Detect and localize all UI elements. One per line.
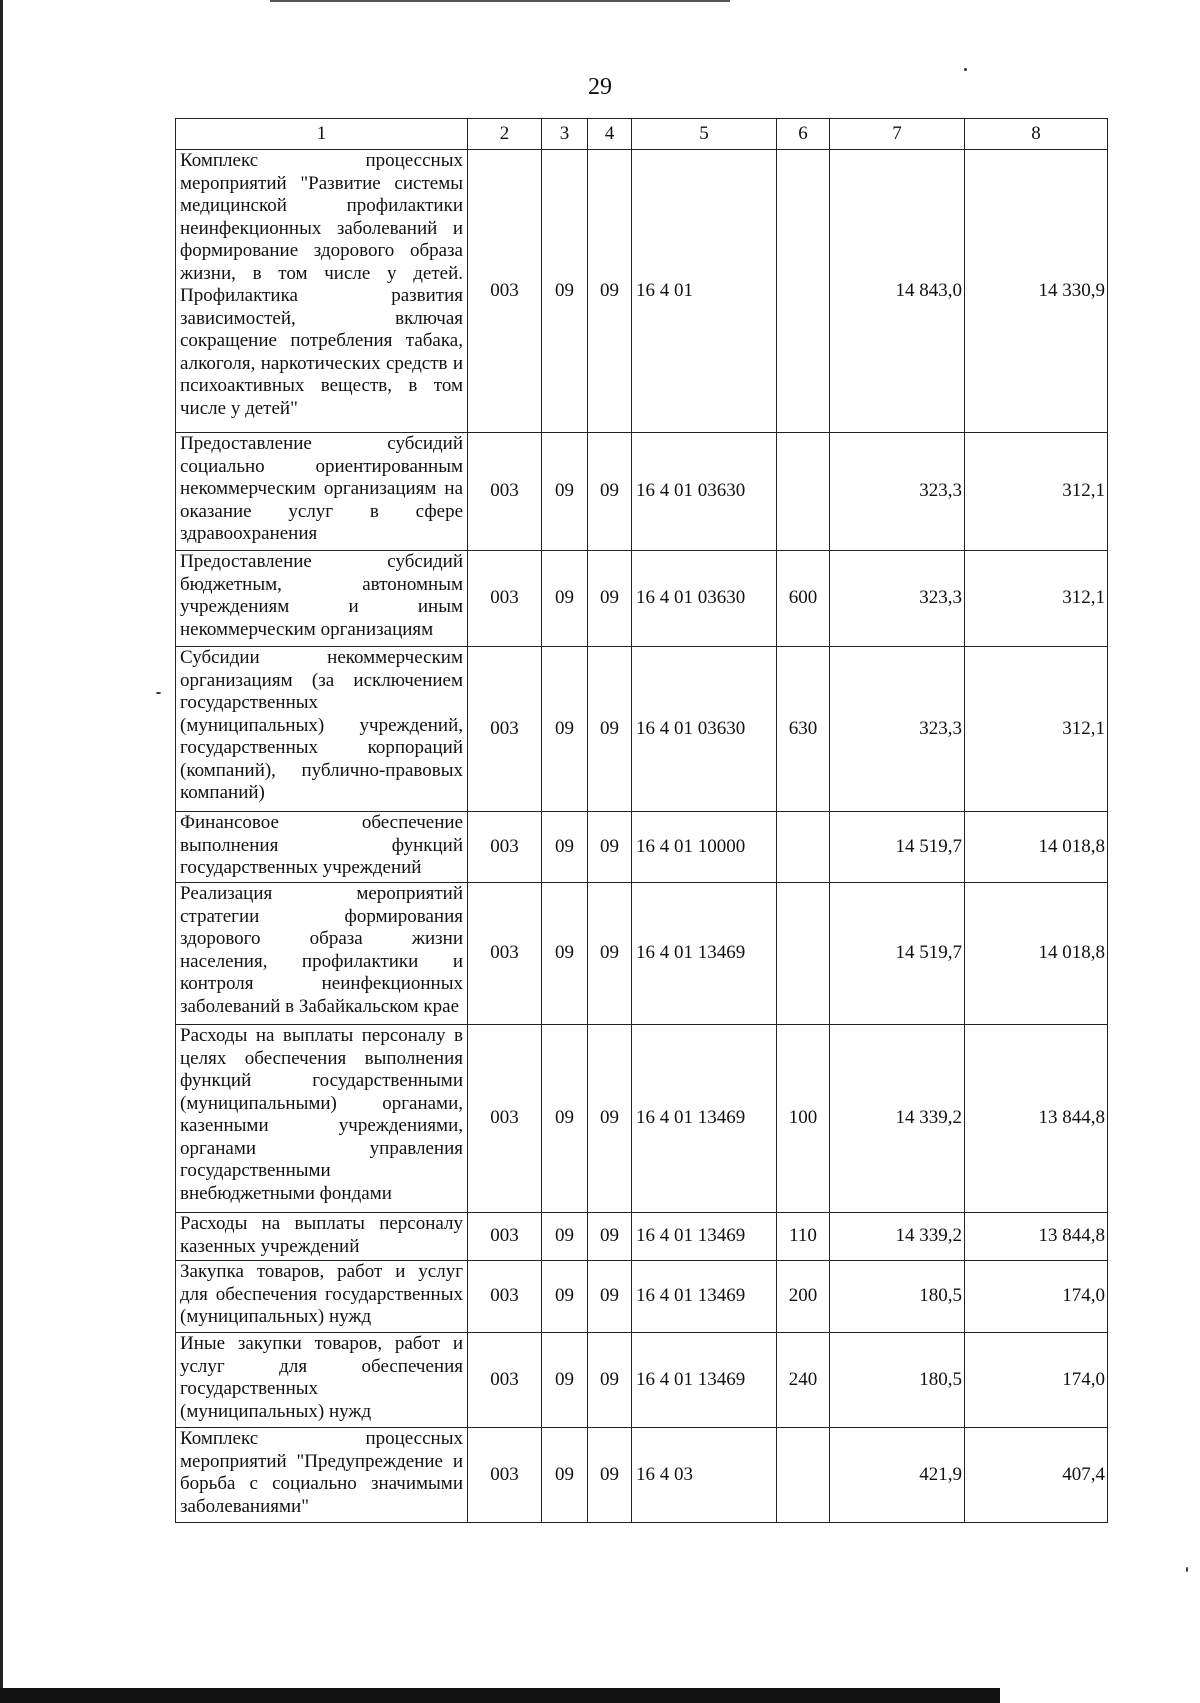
subsection-code: 09 bbox=[588, 1213, 632, 1261]
row-name: Расходы на выплаты персоналу в целях обеспечения выполнения функций государственными (муниципальными) органами, казенными учреждениями, органами управления государственными внебюджетными фондами bbox=[176, 1025, 468, 1213]
section-code: 09 bbox=[542, 1428, 588, 1523]
target-article-code: 16 4 01 13469 bbox=[632, 1261, 777, 1333]
ministry-code: 003 bbox=[468, 647, 542, 812]
target-article-code: 16 4 01 03630 bbox=[632, 551, 777, 647]
ministry-code: 003 bbox=[468, 1428, 542, 1523]
amount-col8: 13 844,8 bbox=[965, 1025, 1108, 1213]
section-code: 09 bbox=[542, 551, 588, 647]
amount-col7: 180,5 bbox=[830, 1333, 965, 1428]
amount-col7: 421,9 bbox=[830, 1428, 965, 1523]
expense-type-code bbox=[777, 812, 830, 883]
table-row bbox=[176, 150, 1108, 433]
target-article-code: 16 4 01 13469 bbox=[632, 1025, 777, 1213]
section-code: 09 bbox=[542, 812, 588, 883]
section-code: 09 bbox=[542, 1213, 588, 1261]
expense-type-code: 600 bbox=[777, 551, 830, 647]
subsection-code: 09 bbox=[588, 1025, 632, 1213]
row-name: Закупка товаров, работ и услуг для обеспечения государственных (муниципальных) нужд bbox=[176, 1261, 468, 1333]
amount-col7: 14 843,0 bbox=[830, 150, 965, 433]
subsection-code: 09 bbox=[588, 1261, 632, 1333]
expense-type-code bbox=[777, 1428, 830, 1523]
amount-col8: 14 018,8 bbox=[965, 883, 1108, 1025]
row-name: Субсидии некоммерческим организациям (за исключением государственных (муниципальных) учреждений, государственных корпораций (компаний), публично-правовых компаний) bbox=[176, 647, 468, 812]
row-name: Финансовое обеспечение выполнения функций государственных учреждений bbox=[176, 812, 468, 883]
expense-type-code bbox=[777, 150, 830, 433]
target-article-code: 16 4 01 03630 bbox=[632, 647, 777, 812]
amount-col8: 174,0 bbox=[965, 1333, 1108, 1428]
scan-speck bbox=[156, 692, 161, 694]
subsection-code: 09 bbox=[588, 551, 632, 647]
target-article-code: 16 4 01 13469 bbox=[632, 1213, 777, 1261]
expense-type-code bbox=[777, 883, 830, 1025]
table-row bbox=[176, 1261, 1108, 1333]
expense-type-code: 100 bbox=[777, 1025, 830, 1213]
ministry-code: 003 bbox=[468, 1213, 542, 1261]
column-header: 4 bbox=[588, 119, 632, 150]
table-row bbox=[176, 647, 1108, 812]
amount-col7: 14 339,2 bbox=[830, 1213, 965, 1261]
ministry-code: 003 bbox=[468, 1333, 542, 1428]
section-code: 09 bbox=[542, 1261, 588, 1333]
target-article-code: 16 4 01 03630 bbox=[632, 433, 777, 551]
subsection-code: 09 bbox=[588, 433, 632, 551]
subsection-code: 09 bbox=[588, 812, 632, 883]
page-number: 29 bbox=[588, 74, 612, 100]
amount-col8: 312,1 bbox=[965, 551, 1108, 647]
amount-col7: 14 519,7 bbox=[830, 812, 965, 883]
expense-type-code: 630 bbox=[777, 647, 830, 812]
target-article-code: 16 4 01 bbox=[632, 150, 777, 433]
section-code: 09 bbox=[542, 647, 588, 812]
column-header: 1 bbox=[176, 119, 468, 150]
column-header: 3 bbox=[542, 119, 588, 150]
amount-col8: 13 844,8 bbox=[965, 1213, 1108, 1261]
column-header: 6 bbox=[777, 119, 830, 150]
amount-col8: 174,0 bbox=[965, 1261, 1108, 1333]
expense-type-code: 110 bbox=[777, 1213, 830, 1261]
row-name: Расходы на выплаты персоналу казенных учреждений bbox=[176, 1213, 468, 1261]
subsection-code: 09 bbox=[588, 883, 632, 1025]
amount-col8: 14 018,8 bbox=[965, 812, 1108, 883]
table-row bbox=[176, 1213, 1108, 1261]
row-name: Комплекс процессных мероприятий "Предупреждение и борьба с социально значимыми заболеваниями" bbox=[176, 1428, 468, 1523]
scan-top-line bbox=[270, 0, 730, 2]
table-row bbox=[176, 1025, 1108, 1213]
target-article-code: 16 4 03 bbox=[632, 1428, 777, 1523]
table-row bbox=[176, 883, 1108, 1025]
ministry-code: 003 bbox=[468, 1261, 542, 1333]
table-header-row bbox=[176, 119, 1108, 150]
amount-col7: 323,3 bbox=[830, 433, 965, 551]
target-article-code: 16 4 01 13469 bbox=[632, 1333, 777, 1428]
amount-col8: 312,1 bbox=[965, 647, 1108, 812]
target-article-code: 16 4 01 10000 bbox=[632, 812, 777, 883]
table-row bbox=[176, 1428, 1108, 1523]
budget-table bbox=[175, 118, 1108, 1523]
amount-col7: 323,3 bbox=[830, 551, 965, 647]
amount-col8: 312,1 bbox=[965, 433, 1108, 551]
amount-col7: 180,5 bbox=[830, 1261, 965, 1333]
scan-speck bbox=[964, 68, 967, 71]
column-header: 5 bbox=[632, 119, 777, 150]
ministry-code: 003 bbox=[468, 812, 542, 883]
section-code: 09 bbox=[542, 883, 588, 1025]
target-article-code: 16 4 01 13469 bbox=[632, 883, 777, 1025]
column-header: 2 bbox=[468, 119, 542, 150]
subsection-code: 09 bbox=[588, 150, 632, 433]
amount-col7: 323,3 bbox=[830, 647, 965, 812]
amount-col8: 407,4 bbox=[965, 1428, 1108, 1523]
ministry-code: 003 bbox=[468, 551, 542, 647]
ministry-code: 003 bbox=[468, 1025, 542, 1213]
section-code: 09 bbox=[542, 1333, 588, 1428]
row-name: Предоставление субсидий социально ориентированным некоммерческим организациям на оказание услуг в сфере здравоохранения bbox=[176, 433, 468, 551]
row-name: Иные закупки товаров, работ и услуг для обеспечения государственных (муниципальных) нужд bbox=[176, 1333, 468, 1428]
subsection-code: 09 bbox=[588, 1333, 632, 1428]
section-code: 09 bbox=[542, 1025, 588, 1213]
subsection-code: 09 bbox=[588, 647, 632, 812]
table-row bbox=[176, 433, 1108, 551]
row-name: Комплекс процессных мероприятий "Развитие системы медицинской профилактики неинфекционных заболеваний и формирование здорового образа жизни, в том числе у детей. Профилактика развития зависимостей, включая сокращение потребления табака, алкоголя, наркотических средств и психоактивных веществ, в том числе у детей" bbox=[176, 150, 468, 433]
column-header: 8 bbox=[965, 119, 1108, 150]
amount-col8: 14 330,9 bbox=[965, 150, 1108, 433]
table-row bbox=[176, 1333, 1108, 1428]
scan-speck bbox=[1186, 1567, 1188, 1572]
scan-left-edge bbox=[0, 0, 3, 1703]
ministry-code: 003 bbox=[468, 883, 542, 1025]
ministry-code: 003 bbox=[468, 150, 542, 433]
table-row bbox=[176, 812, 1108, 883]
expense-type-code: 200 bbox=[777, 1261, 830, 1333]
expense-type-code bbox=[777, 433, 830, 551]
ministry-code: 003 bbox=[468, 433, 542, 551]
expense-type-code: 240 bbox=[777, 1333, 830, 1428]
column-header: 7 bbox=[830, 119, 965, 150]
amount-col7: 14 519,7 bbox=[830, 883, 965, 1025]
section-code: 09 bbox=[542, 433, 588, 551]
section-code: 09 bbox=[542, 150, 588, 433]
row-name: Реализация мероприятий стратегии формирования здорового образа жизни населения, профилактики и контроля неинфекционных заболеваний в Забайкальском крае bbox=[176, 883, 468, 1025]
subsection-code: 09 bbox=[588, 1428, 632, 1523]
scan-bottom-band bbox=[0, 1688, 1000, 1703]
row-name: Предоставление субсидий бюджетным, автономным учреждениям и иным некоммерческим организациям bbox=[176, 551, 468, 647]
amount-col7: 14 339,2 bbox=[830, 1025, 965, 1213]
table-row bbox=[176, 551, 1108, 647]
